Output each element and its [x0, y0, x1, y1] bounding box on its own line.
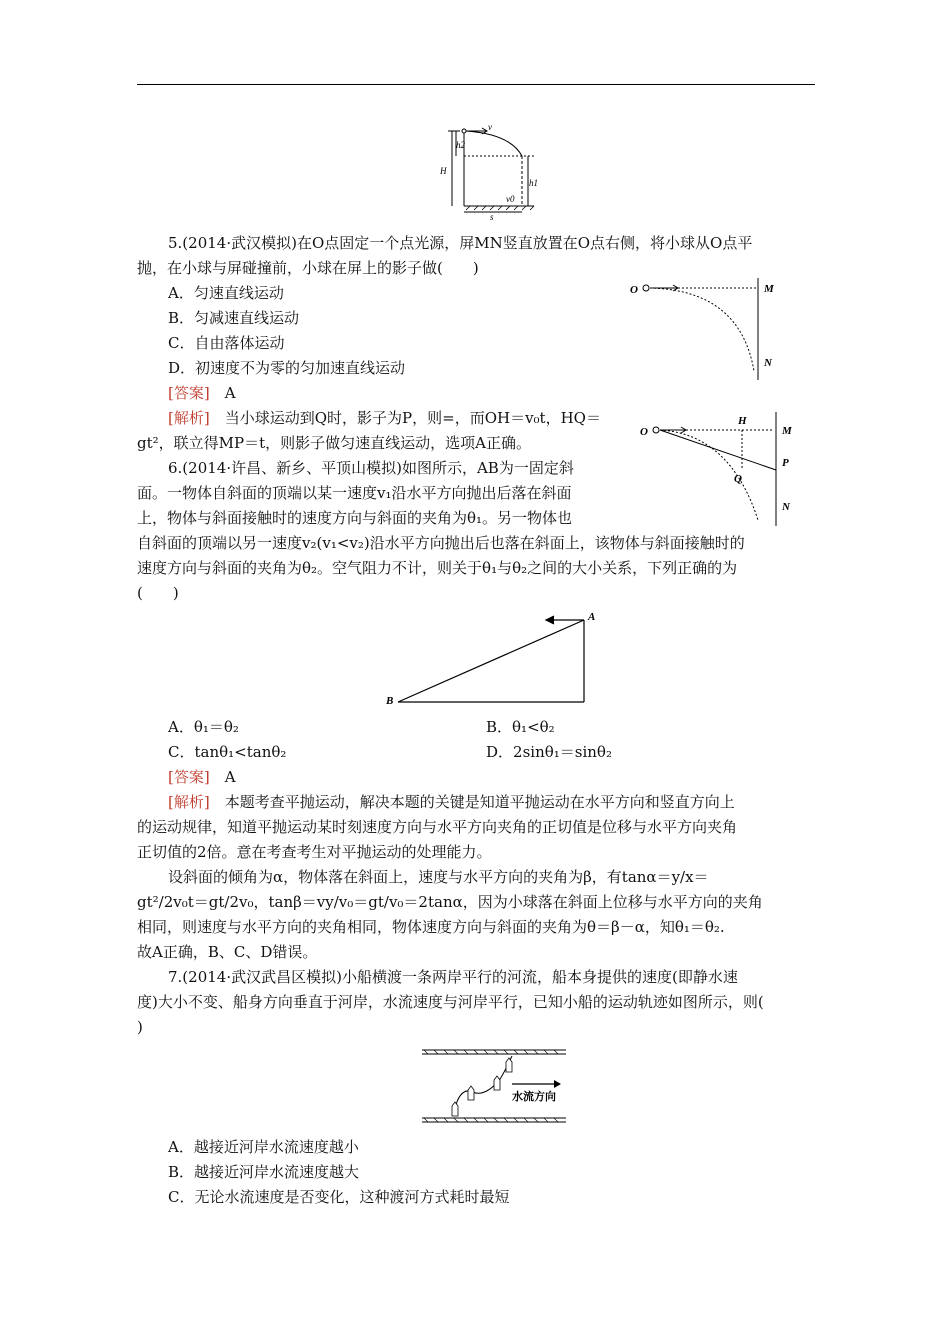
q6-line6: ( ): [137, 584, 179, 602]
label-s: s: [490, 212, 494, 222]
q6-line4: 自斜面的顶端以另一速度v₂(v₁<v₂)沿水平方向抛出后也落在斜面上，该物体与斜面接触时的: [137, 534, 745, 552]
incline-figure: [380, 606, 600, 708]
q6-analysis-line7: 故A正确，B、C、D错误。: [137, 943, 318, 961]
q6-analysis-line5: gt²/2v₀t＝gt/2v₀，tanβ＝vy/v₀＝gt/v₀＝2tanα，因为小球落在斜面上位移与水平方向的夹角: [137, 893, 763, 911]
label-h2: h2: [456, 140, 465, 150]
label-M: M: [764, 283, 774, 295]
q7-line3: ): [137, 1018, 143, 1036]
label-N: N: [764, 357, 772, 369]
q5-answer-value: A: [224, 384, 236, 402]
q5-analysis-tag: [解析]: [168, 409, 210, 427]
q6-option-b: B．θ₁<θ₂: [486, 718, 555, 736]
q5-analysis-line2: gt²，联立得MP＝t，则影子做匀速直线运动，选项A正确。: [137, 434, 531, 452]
label-O: O: [630, 284, 638, 296]
q6-answer-value: A: [224, 768, 236, 786]
label-B: B: [386, 695, 394, 707]
q6-line2: 面。一物体自斜面的顶端以某一速度v₁沿水平方向抛出后落在斜面: [137, 484, 572, 502]
q6-line1: 6.(2014·许昌、新乡、平顶山模拟)如图所示，AB为一固定斜: [168, 459, 574, 477]
q7-line2: 度)大小不变、船身方向垂直于河岸，水流速度与河岸平行，已知小船的运动轨迹如图所示，则(: [137, 993, 764, 1011]
q6-option-c: C．tanθ₁<tanθ₂: [168, 743, 287, 761]
q7-option-b: B．越接近河岸水流速度越大: [168, 1163, 360, 1181]
label-Q: Q: [734, 473, 742, 485]
q5-option-a: A．匀速直线运动: [168, 284, 284, 302]
q5-stem-line1: 5.(2014·武汉模拟)在O点固定一个点光源，屏MN竖直放置在O点右侧，将小球从O点平: [168, 234, 753, 252]
q5-option-d: D．初速度不为零的匀加速直线运动: [168, 359, 406, 377]
q5-answer: [168, 383, 236, 403]
q7-option-c: C．无论水流速度是否变化，这种渡河方式耗时最短: [168, 1188, 510, 1206]
label-H: H: [440, 166, 447, 176]
q6-analysis-line6: 相同，则速度与水平方向的夹角相同，物体速度方向与斜面的夹角为θ＝β－α，知θ₁＝θ₂.: [137, 918, 725, 936]
q6-analysis-line2: 的运动规律，知道平抛运动某时刻速度方向与水平方向夹角的正切值是位移与水平方向夹角: [137, 818, 738, 836]
label-P: P: [782, 457, 789, 469]
flow-direction-label: 水流方向: [512, 1091, 556, 1103]
q7-option-a: A．越接近河岸水流速度越小: [168, 1138, 359, 1156]
q5-answer-tag: [答案]: [168, 384, 210, 402]
river-crossing-figure: [420, 1046, 570, 1128]
q7-line1: 7.(2014·武汉武昌区模拟)小船横渡一条两岸平行的河流，船本身提供的速度(即静水速: [168, 968, 738, 986]
label-A: A: [588, 611, 596, 623]
q5-stem-line2: 抛，在小球与屏碰撞前，小球在屏上的影子做( ): [137, 259, 479, 277]
q6-analysis-line1: [解析] 本题考查平抛运动，解决本题的关键是知道平抛运动在水平方向和竖直方向上: [168, 793, 735, 811]
q6-analysis-tag: [解析]: [168, 793, 210, 811]
q6-option-d: D．2sinθ₁＝sinθ₂: [486, 743, 612, 761]
q6-answer-tag: [答案]: [168, 768, 210, 786]
header-rule: [137, 84, 815, 85]
q6-analysis-line4: 设斜面的倾角为α，物体落在斜面上，速度与水平方向的夹角为β，有tanα＝y/x＝: [168, 868, 709, 886]
q5-option-b: B．匀减速直线运动: [168, 309, 300, 327]
q5-option-c: C．自由落体运动: [168, 334, 285, 352]
q6-answer: [168, 767, 236, 787]
label-v0: v0: [506, 194, 515, 204]
shadow-figure-a: [620, 276, 790, 384]
label-N: N: [782, 501, 790, 513]
q5-analysis-line1: [解析] 当小球运动到Q时，影子为P，则=，而OH＝v₀t，HQ＝: [168, 409, 601, 427]
label-M: M: [782, 425, 792, 437]
q6-line5: 速度方向与斜面的夹角为θ₂。空气阻力不计，则关于θ₁与θ₂之间的大小关系，下列正确的为: [137, 559, 738, 577]
label-v: v: [488, 122, 492, 132]
label-h1: h1: [529, 178, 538, 188]
q6-analysis-line3: 正切值的2倍。意在考查考生对平抛运动的处理能力。: [137, 843, 492, 861]
shadow-figure-b: [630, 410, 800, 530]
q6-option-a: A．θ₁＝θ₂: [168, 718, 239, 736]
label-H: H: [738, 415, 747, 427]
label-O: O: [640, 426, 648, 438]
q6-line3: 上，物体与斜面接触时的速度方向与斜面的夹角为θ₁。另一物体也: [137, 509, 573, 527]
projectile-height-figure: [430, 122, 540, 222]
